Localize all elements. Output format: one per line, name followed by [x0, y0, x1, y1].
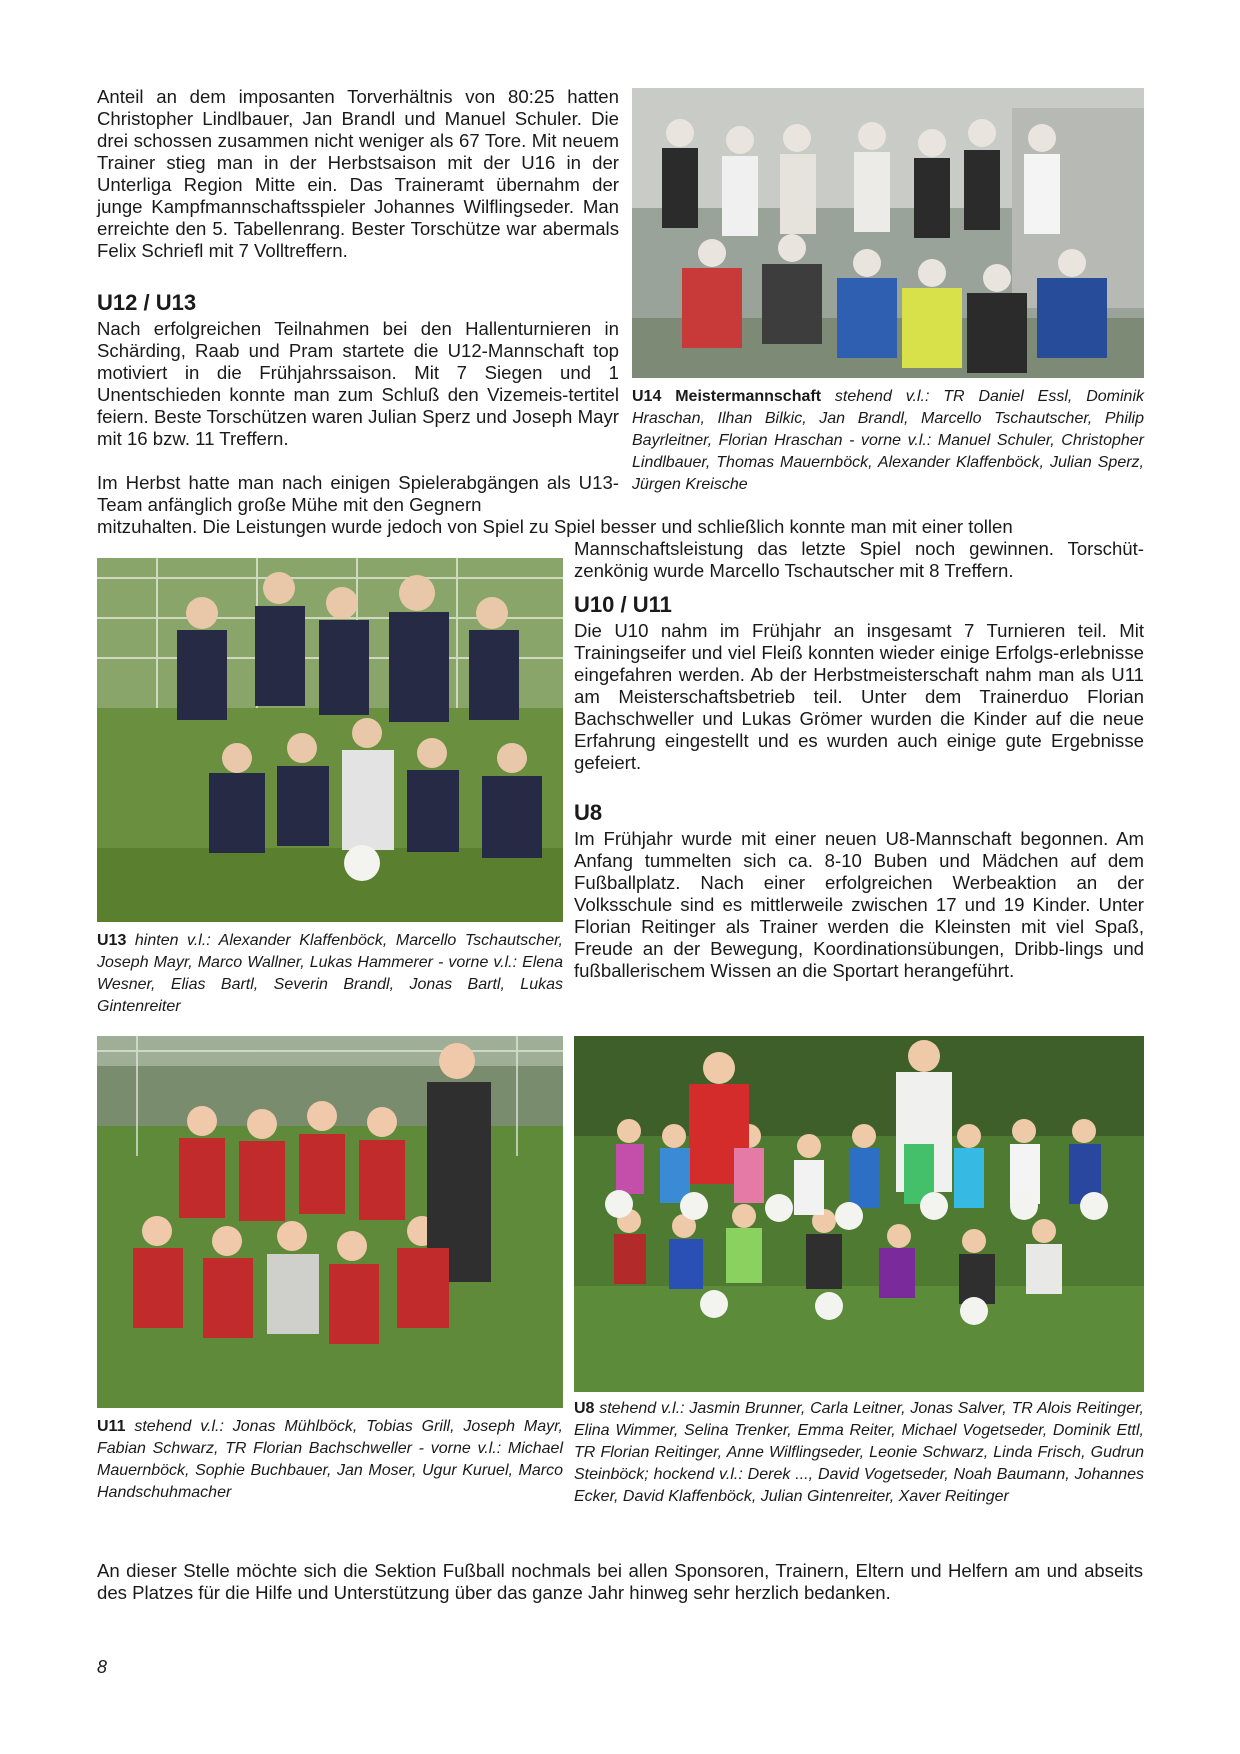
caption-u8-label: U8 — [574, 1400, 595, 1417]
caption-u11 — [97, 1416, 563, 1504]
heading-u8: U8 — [574, 800, 603, 825]
photo-u11-team — [97, 1036, 563, 1408]
caption-u14 — [632, 386, 1144, 496]
caption-u13 — [97, 930, 563, 1018]
u12-paragraph-1: Nach erfolgreichen Teilnahmen bei den Hallenturnieren in Schärding, Raab und Pram startete die U12-Mannschaft top motiviert in die Frühjahrssaison. Mit 7 Siegen und 1 Unentschieden konnte man zum Schluß den Vizemeis-tertitel feiern. Beste Torschützen waren Julian Sperz und Joseph Mayr mit 16 bzw. 11 Treffern. — [97, 318, 619, 449]
caption-u11-label: U11 — [97, 1418, 126, 1435]
intro-paragraph: Anteil an dem imposanten Torverhältnis von 80:25 hatten Christopher Lindlbauer, Jan Brandl und Manuel Schuler. Die drei schossen zusammen nicht weniger als 67 Tore. Mit neuem Trainer stieg man in der Herbstsaison mit der U16 in der Unterliga Region Mitte ein. Das Traineramt übernahm der junge Kampfmannschaftsspieler Johannes Wilflingseder. Man erreichte den 5. Tabellenrang. Bester Torschütze war abermals Felix Schriefl mit 7 Volltreffern. — [97, 86, 619, 261]
heading-u10-u11: U10 / U11 — [574, 592, 672, 617]
photo-u8-team — [574, 1036, 1144, 1392]
caption-u13-text: hinten v.l.: Alexander Klaffenböck, Marcello Tschautscher, Joseph Mayr, Marco Wallner, Lukas Hammerer - vorne v.l.: Elena Wesner, Elias Bartl, Severin Brandl, Jonas Bartl, Lukas Gintenreiter — [97, 932, 563, 1015]
u8-paragraph: Im Frühjahr wurde mit einer neuen U8-Mannschaft begonnen. Am Anfang tummelten sich ca. 8-10 Buben und Mädchen auf dem Fußballplatz. Nach einer erfolgreichen Werbeaktion an der Volksschule sind es mittlerweile zwischen 17 und 19 Kinder. Unter Florian Reitinger als Trainer werden die Kleinsten mit viel Spaß, Freude an der Bewegung, Koordinationsübungen, Dribb-lings und fußballerischem Wissen an die Sportart herangeführt. — [574, 828, 1144, 981]
caption-u14-label: U14 Meistermannschaft — [632, 388, 822, 405]
photo-u13-team — [97, 558, 563, 922]
page-number: 8 — [97, 1657, 108, 1677]
u12-paragraph-2b: mitzuhalten. Die Leistungen wurde jedoch von Spiel zu Spiel besser und schließlich konnte man mit einer tollen — [97, 516, 1013, 537]
u12-paragraph-2c: Mannschaftsleistung das letzte Spiel noch gewinnen. Torschüt-zenkönig wurde Marcello Tschautscher mit 8 Treffern. — [574, 538, 1144, 581]
caption-u11-text: stehend v.l.: Jonas Mühlböck, Tobias Grill, Joseph Mayr, Fabian Schwarz, TR Florian Bachschweller - vorne v.l.: Michael Mauernböck, Sophie Buchbauer, Jan Moser, Ugur Kuruel, Marco Handschuhmacher — [97, 1418, 563, 1501]
closing-paragraph: An dieser Stelle möchte sich die Sektion Fußball nochmals bei allen Sponsoren, Trainern, Eltern und Helfern am und abseits des Platzes für die Hilfe und Unterstützung über das ganze Jahr hinweg sehr herzlich bedanken. — [97, 1560, 1143, 1603]
heading-u12-u13: U12 / U13 — [97, 290, 197, 315]
caption-u14-text: stehend v.l.: TR Daniel Essl, Dominik Hraschan, Ilhan Bilkic, Jan Brandl, Marcello Tschautscher, Philip Bayrleitner, Florian Hraschan - vorne v.l.: Manuel Schuler, Christopher Lindlbauer, Thomas Mauernböck, Alexander Klaffenböck, Julian Sperz, Jürgen Kreische — [632, 388, 1144, 493]
photo-u14-team — [632, 88, 1144, 378]
u12-paragraph-2a: Im Herbst hatte man nach einigen Spielerabgängen als U13-Team anfänglich große Mühe mit den Gegnern — [97, 472, 619, 515]
caption-u8-text: stehend v.l.: Jasmin Brunner, Carla Leitner, Jonas Salver, TR Alois Reitinger, Elina Wimmer, Selina Trenker, Emma Reiter, Michael Vogetseder, Dominik Ettl, TR Florian Reitinger, Anne Wilflingseder, Leonie Schwarz, Linda Frisch, Gudrun Steinböck; hockend v.l.: Derek ..., David Vogetseder, Noah Baumann, Johannes Ecker, David Klaffenböck, Julian Gintenreiter, Xaver Reitinger — [574, 1400, 1144, 1505]
caption-u8 — [574, 1398, 1144, 1508]
caption-u13-label: U13 — [97, 932, 127, 949]
u10-paragraph: Die U10 nahm im Frühjahr an insgesamt 7 Turnieren teil. Mit Trainingseifer und viel Fleiß konnten wieder einige Erfolgs-erlebnisse eingefahren werden. Ab der Herbstmeisterschaft nahm man als U11 am Meisterschaftsbetrieb teil. Unter dem Trainerduo Florian Bachschweller und Lukas Grömer wurden die Kinder auf die neue Erfahrung eingestellt und es wurden auch einige gute Ergebnisse gefeiert. — [574, 620, 1144, 773]
